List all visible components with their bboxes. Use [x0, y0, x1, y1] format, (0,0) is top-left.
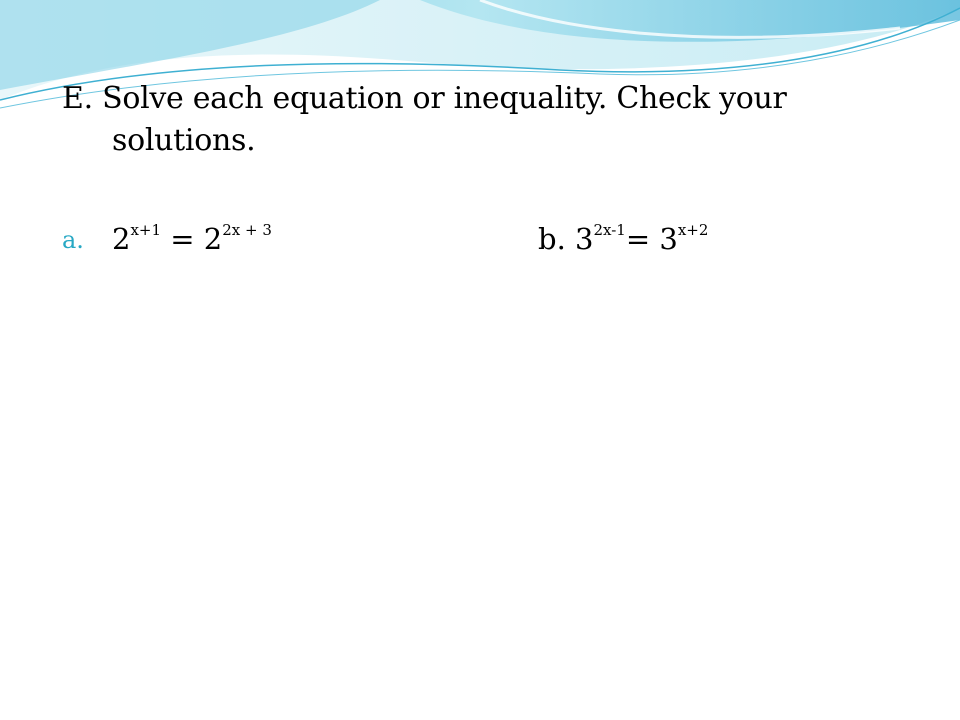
equation-b-base-left: 3 [575, 222, 594, 256]
equation-b [538, 222, 708, 256]
list-marker-a: a. [62, 226, 84, 254]
equation-a-exponent-left: x+1 [130, 221, 162, 239]
equation-a [112, 222, 272, 256]
instruction-heading [62, 78, 922, 162]
equation-a-equals: = [161, 222, 204, 256]
equation-b-label: b. [538, 222, 576, 256]
problem-row [62, 222, 922, 266]
equation-b-equals: = [625, 222, 660, 256]
equation-a-base-right: 2 [203, 222, 223, 256]
equation-b-exponent-left: 2x-1 [593, 221, 626, 239]
heading-line-1: E. Solve each equation or inequality. Check your [62, 81, 787, 116]
equation-b-base-right: 3 [659, 222, 678, 256]
equation-b-exponent-right: x+2 [677, 221, 709, 239]
equation-a-exponent-right: 2x + 3 [222, 221, 272, 239]
equation-a-base-left: 2 [112, 222, 131, 256]
heading-line-2: solutions. [112, 123, 256, 158]
